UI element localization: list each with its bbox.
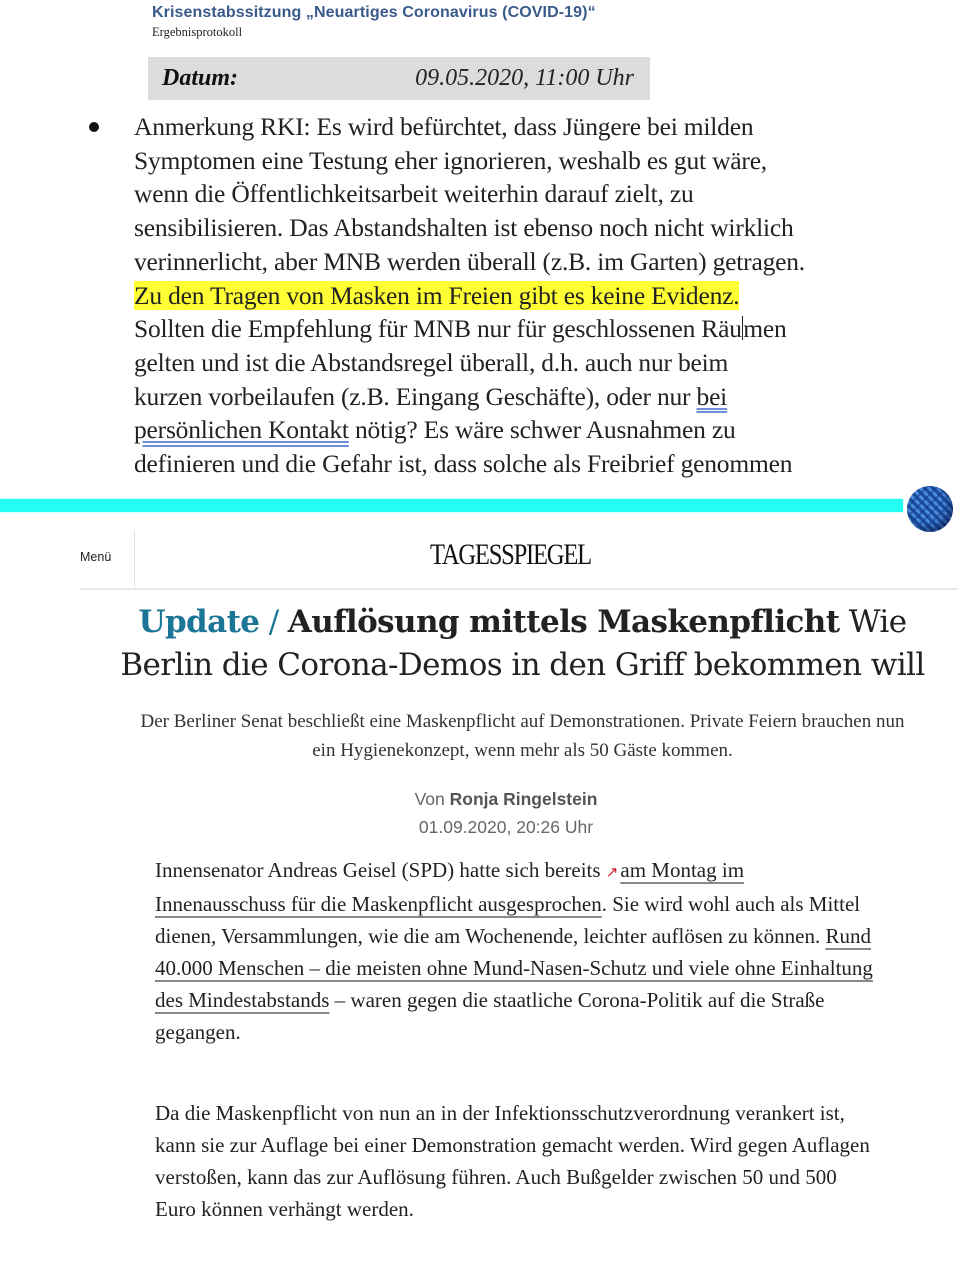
date-value: 09.05.2020, 11:00 Uhr xyxy=(415,65,634,91)
protocol-text-segment: nötig? Es wäre schwer Ausnahmen zu xyxy=(348,415,736,445)
author-line xyxy=(300,785,712,813)
site-header xyxy=(80,530,958,590)
highlighted-sentence: Zu den Tragen von Masken im Freien gibt es keine Evidenz. xyxy=(134,280,740,310)
paragraph-text: Innensenator Andreas Geisel (SPD) hatte sich bereits xyxy=(155,858,606,882)
protocol-title: Krisenstabssitzung „Neuartiges Coronavirus (COVID-19)“ xyxy=(152,4,596,21)
date-label: Datum: xyxy=(162,65,239,91)
protocol-line: Anmerkung RKI: Es wird befürchtet, dass Jüngere bei milden xyxy=(134,112,754,141)
protocol-line xyxy=(134,380,949,414)
grammar-flag[interactable]: persönlichen Kontakt xyxy=(134,415,349,445)
article-headline xyxy=(100,601,945,687)
bullet-icon xyxy=(89,122,99,132)
protocol-line: wenn die Öffentlichkeitsarbeit weiterhin darauf zielt, zu xyxy=(134,179,694,209)
date-bar xyxy=(148,57,650,100)
article-paragraph: Da die Maskenpflicht von nun an in der Infektionsschutzverordnung verankert ist, kann sie zur Auflage bei einer Demonstration gemacht werden. Wird gegen Auflagen verstoßen, kann das zur Auflösung führen. Auch Bußgelder zwischen 50 und 500 Euro können verhängt werden. xyxy=(155,1101,870,1221)
headline-title: Wie Berlin die Corona-Demos in den Griff bekommen will xyxy=(120,604,925,683)
article-teaser: Der Berliner Senat beschließt eine Maskenpflicht auf Demonstrationen. Private Feiern brauchen nun ein Hygienekonzept, wenn mehr als 50 Gäste kommen. xyxy=(140,711,905,761)
protocol-line: gelten und ist die Abstandsregel überall, d.h. auch nur beim xyxy=(134,347,729,377)
protocol-line xyxy=(134,279,949,313)
protocol-line xyxy=(134,312,949,346)
protocol-line: verinnerlicht, aber MNB werden überall (z.B. im Garten) getragen. xyxy=(134,246,805,276)
protocol-subtitle: Ergebnisprotokoll xyxy=(152,25,243,39)
protocol-text-segment: kurzen vorbeilaufen (z.B. Eingang Geschäfte), oder nur xyxy=(134,381,697,411)
divider-bar xyxy=(0,499,903,512)
byline-prefix: Von xyxy=(414,789,450,809)
article-paragraph xyxy=(155,854,875,1048)
protocol-line: Symptomen eine Testung eher ignorieren, weshalb es gut wäre, xyxy=(134,145,767,175)
headline-topic: Auflösung mittels Maskenpflicht xyxy=(287,604,840,640)
header-divider xyxy=(134,530,135,588)
author-name[interactable]: Ronja Ringelstein xyxy=(449,789,598,809)
menu-button[interactable]: Menü xyxy=(80,550,112,564)
globe-icon xyxy=(907,486,953,532)
article-byline xyxy=(300,785,712,841)
inline-link-montag[interactable]: am Montag im Innenausschuss für die Maskenpflicht ausgesprochen xyxy=(155,858,745,916)
article-timestamp: 01.09.2020, 20:26 Uhr xyxy=(418,817,594,837)
paragraph-text: . Sie wird wohl auch als Mittel dienen, Versammlungen, wie die am Wochenende, leichter auflösen zu können. xyxy=(155,892,861,948)
headline-separator: / xyxy=(259,604,288,640)
protocol-text-segment: Sollten die Empfehlung für MNB nur für geschlossenen Räu xyxy=(134,314,742,344)
inline-link-40000-menschen[interactable]: Rund 40.000 Menschen – die meisten ohne Mund-Nasen-Schutz und viele ohne Einhaltung des Mindestabstands xyxy=(155,924,873,1012)
external-link-icon: ↗ xyxy=(605,863,619,881)
grammar-flag[interactable]: bei xyxy=(696,381,728,411)
protocol-bullet-text xyxy=(134,110,949,481)
protocol-line xyxy=(134,413,949,447)
headline-kicker: Update xyxy=(138,604,260,640)
site-logo[interactable]: TAGESSPIEGEL xyxy=(430,538,591,571)
protocol-text-segment: men xyxy=(743,314,787,344)
paragraph-text: – waren gegen die staatliche Corona-Politik auf die Straße gegangen. xyxy=(155,988,825,1044)
protocol-line: definieren und die Gefahr ist, dass solche als Freibrief genommen xyxy=(134,449,793,479)
protocol-line: sensibilisieren. Das Abstandshalten ist ebenso noch nicht wirklich xyxy=(134,213,794,243)
